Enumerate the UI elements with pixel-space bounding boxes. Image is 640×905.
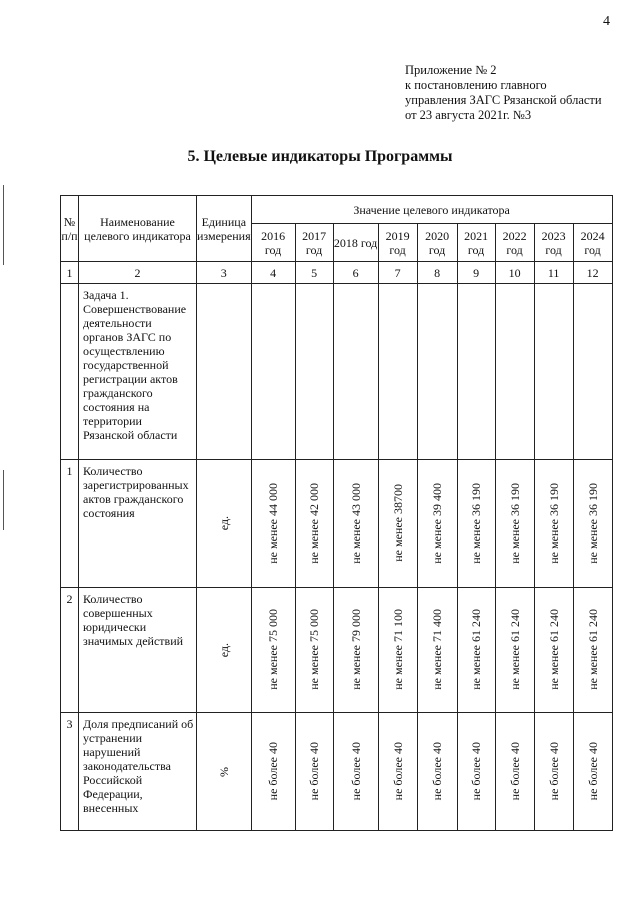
target-value: не менее 71 400 [430, 609, 445, 690]
target-value-cell [495, 588, 534, 713]
target-value: не менее 39 400 [430, 482, 445, 564]
target-value-cell [495, 460, 534, 588]
target-value-cell [295, 713, 333, 831]
section-title: 5. Целевые индикаторы Программы [187, 148, 453, 165]
empty-cell [197, 284, 252, 460]
target-value: не менее 71 100 [390, 609, 405, 690]
year-header: 2016 год [251, 224, 295, 262]
target-value: не менее 38700 [390, 484, 405, 562]
target-value: не менее 36 190 [469, 482, 484, 564]
row-number: 1 [61, 460, 79, 588]
target-value-cell [457, 588, 495, 713]
target-value: не менее 61 240 [585, 609, 600, 690]
target-value: не менее 61 240 [469, 609, 484, 690]
target-value-cell [495, 713, 534, 831]
target-value: не более 40 [390, 741, 405, 801]
indicator-name: Количество совершенных юридически значимых действий [79, 588, 197, 713]
indicator-name: Доля предписаний об устранении нарушений законодательства Российской Федерации, внесенных [79, 713, 197, 831]
column-number: 8 [417, 262, 457, 284]
column-number: 12 [573, 262, 612, 284]
column-number: 2 [79, 262, 197, 284]
unit-cell [197, 460, 252, 588]
target-value-cell [251, 460, 295, 588]
year-header: 2017 год [295, 224, 333, 262]
page-number: 4 [603, 14, 610, 29]
empty-cell [573, 284, 612, 460]
target-value: не более 40 [507, 741, 522, 801]
header-name: Наименование целевого индикатора [79, 196, 197, 262]
target-value-cell [251, 713, 295, 831]
target-value: не более 40 [307, 741, 322, 801]
empty-cell [417, 284, 457, 460]
target-value-cell [378, 588, 417, 713]
target-value-cell [534, 460, 573, 588]
target-value: не более 40 [348, 741, 363, 801]
empty-cell [495, 284, 534, 460]
target-value: не менее 44 000 [266, 482, 281, 564]
target-value: не менее 43 000 [348, 482, 363, 564]
target-value-cell [534, 713, 573, 831]
target-value-cell [457, 713, 495, 831]
target-value-cell [573, 588, 612, 713]
annex-line: от 23 августа 2021г. №3 [405, 108, 532, 122]
target-value-cell [417, 588, 457, 713]
empty-cell [457, 284, 495, 460]
column-number: 7 [378, 262, 417, 284]
annex-line: Приложение № 2 [405, 63, 497, 77]
empty-cell [295, 284, 333, 460]
target-value: не более 40 [469, 741, 484, 801]
year-header: 2018 год [333, 224, 378, 262]
column-number: 10 [495, 262, 534, 284]
header-value: Значение целевого индикатора [251, 196, 612, 224]
annex-header [405, 63, 602, 123]
indicators-table [60, 195, 613, 831]
target-value: не менее 36 190 [546, 482, 561, 564]
unit-cell [197, 713, 252, 831]
task-text: Задача 1. Совершенствование деятельности органов ЗАГС по осуществлению государственной регистрации актов гражданского состояния на территории Рязанской области [79, 284, 197, 460]
target-value-cell [378, 713, 417, 831]
year-header: 2024 год [573, 224, 612, 262]
year-header: 2019 год [378, 224, 417, 262]
target-value-cell [295, 588, 333, 713]
target-value-cell [333, 588, 378, 713]
target-value: не менее 61 240 [507, 609, 522, 690]
target-value-cell [534, 588, 573, 713]
target-value: не менее 75 000 [307, 609, 322, 690]
empty-cell [534, 284, 573, 460]
target-value-cell [251, 588, 295, 713]
row-number: 3 [61, 713, 79, 831]
year-header: 2020 год [417, 224, 457, 262]
column-number: 1 [61, 262, 79, 284]
target-value-cell [333, 460, 378, 588]
column-number: 3 [197, 262, 252, 284]
target-value: не более 40 [266, 741, 281, 801]
column-number: 6 [333, 262, 378, 284]
target-value: не более 40 [546, 741, 561, 801]
unit-cell [197, 588, 252, 713]
task-num-cell [61, 284, 79, 460]
target-value-cell [333, 713, 378, 831]
row-number: 2 [61, 588, 79, 713]
target-value-cell [378, 460, 417, 588]
target-value: не более 40 [585, 741, 600, 801]
target-value-cell [573, 460, 612, 588]
target-value: не менее 75 000 [266, 609, 281, 690]
annex-line: к постановлению главного [405, 78, 547, 92]
header-num: № п/п [61, 196, 79, 262]
target-value: не менее 36 190 [507, 482, 522, 564]
indicator-name: Количество зарегистрированных актов гражданского состояния [79, 460, 197, 588]
column-number: 11 [534, 262, 573, 284]
empty-cell [378, 284, 417, 460]
column-number: 4 [251, 262, 295, 284]
target-value: не менее 79 000 [348, 609, 363, 690]
year-header: 2022 год [495, 224, 534, 262]
unit-label: ед. [216, 642, 231, 658]
year-header: 2023 год [534, 224, 573, 262]
unit-label: % [216, 766, 231, 777]
target-value: не более 40 [430, 741, 445, 801]
margin-scan-line [3, 470, 4, 530]
target-value-cell [295, 460, 333, 588]
column-number: 5 [295, 262, 333, 284]
empty-cell [333, 284, 378, 460]
annex-line: управления ЗАГС Рязанской области [405, 93, 602, 107]
column-number: 9 [457, 262, 495, 284]
target-value-cell [573, 713, 612, 831]
target-value-cell [417, 460, 457, 588]
unit-label: ед. [216, 516, 231, 531]
target-value: не менее 42 000 [307, 482, 322, 564]
target-value-cell [417, 713, 457, 831]
header-unit: Единица измерения [197, 196, 252, 262]
target-value-cell [457, 460, 495, 588]
year-header: 2021 год [457, 224, 495, 262]
margin-scan-line [3, 185, 4, 265]
empty-cell [251, 284, 295, 460]
target-value: не менее 36 190 [585, 482, 600, 564]
target-value: не менее 61 240 [546, 609, 561, 690]
